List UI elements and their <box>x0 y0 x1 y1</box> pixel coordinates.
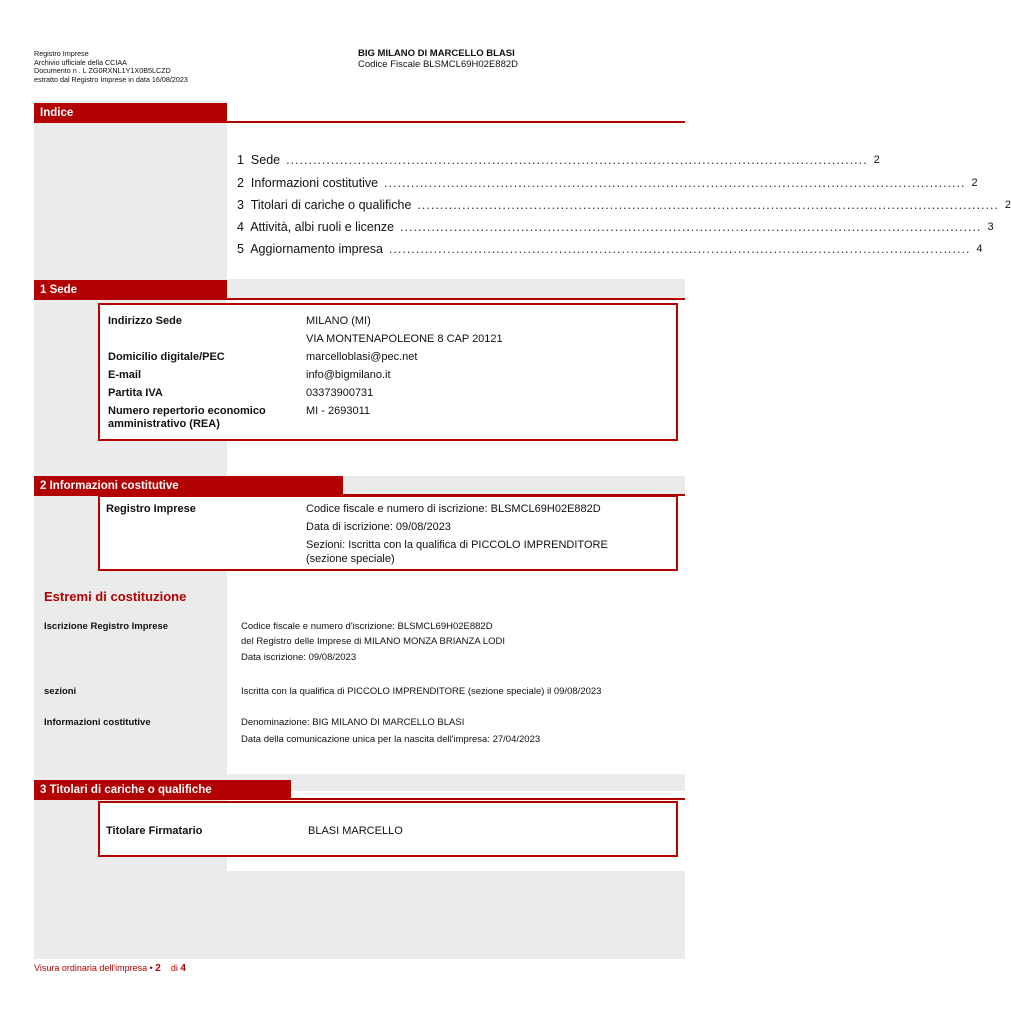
meta-line: estratto dal Registro Imprese in data 16/08/2023 <box>34 74 188 84</box>
toc-item[interactable]: 4 Attività, albi ruoli e licenze .................................................................................................................................. 3 <box>237 220 994 234</box>
iscrizione-line2: del Registro delle Imprese di MILANO MONZA BRIANZA LODI <box>241 636 505 647</box>
iscrizione-line1: Codice fiscale e numero d'iscrizione: BLSMCL69H02E882D <box>241 621 493 632</box>
sede-title: 1 Sede <box>40 284 78 296</box>
sezioni-label: sezioni <box>44 686 77 697</box>
index-title-underline <box>227 121 685 123</box>
footer-page-number: 2 <box>155 963 161 974</box>
info-costitutive-label: Informazioni costitutive <box>44 717 151 728</box>
costitutive-title-bar <box>34 476 343 496</box>
titolari-title: 3 Titolari di cariche o qualifiche <box>40 784 212 796</box>
info-line1: Denominazione: BIG MILANO DI MARCELLO BLASI <box>241 717 465 728</box>
company-name: BIG MILANO DI MARCELLO BLASI <box>358 48 515 59</box>
toc-item[interactable]: 2 Informazioni costitutive .................................................................................................................................. 2 <box>237 176 978 190</box>
rea-label-1: Numero repertorio economico <box>108 405 266 417</box>
index-title-bar <box>34 103 227 123</box>
titolari-title-bar <box>34 780 291 800</box>
index-title: Indice <box>40 107 74 119</box>
sede-title-bar <box>34 280 227 300</box>
sezioni-value: Iscritta con la qualifica di PICCOLO IMPRENDITORE (sezione speciale) il 09/08/2023 <box>241 686 602 697</box>
toc-item[interactable]: 5 Aggiornamento impresa .................................................................................................................................. 4 <box>237 242 983 256</box>
meta-line: Registro Imprese <box>34 49 89 58</box>
registro-label: Registro Imprese <box>106 503 196 515</box>
indirizzo-line1: MILANO (MI) <box>306 315 371 327</box>
info-line2: Data della comunicazione unica per la nascita dell'impresa: 27/04/2023 <box>241 734 541 745</box>
piva-label: Partita IVA <box>108 387 163 399</box>
iscrizione-label: Iscrizione Registro Imprese <box>44 621 169 632</box>
costitutive-title: 2 Informazioni costitutive <box>40 480 179 492</box>
registro-line3: Sezioni: Iscritta con la qualifica di PICCOLO IMPRENDITORE <box>306 539 608 551</box>
document-meta <box>34 50 188 84</box>
piva-value: 03373900731 <box>306 387 374 399</box>
footer-text: Visura ordinaria dell'impresa • <box>34 963 153 973</box>
iscrizione-line3: Data iscrizione: 09/08/2023 <box>241 652 357 663</box>
rea-value: MI - 2693011 <box>306 405 371 417</box>
rea-label-2: amministrativo (REA) <box>108 418 220 430</box>
indirizzo-line2: VIA MONTENAPOLEONE 8 CAP 20121 <box>306 333 503 345</box>
registro-line4: (sezione speciale) <box>306 553 395 565</box>
registro-line2: Data di iscrizione: 09/08/2023 <box>306 521 451 533</box>
titolare-label: Titolare Firmatario <box>106 825 203 837</box>
footer-of: di <box>170 963 178 973</box>
titolare-value: BLASI MARCELLO <box>308 825 403 837</box>
meta-line: Documento n . L ZG0RXNL1Y1X0B5LCZD <box>34 66 171 76</box>
email-label: E-mail <box>108 369 142 381</box>
estremi-title: Estremi di costituzione <box>44 589 187 604</box>
footer-total-pages: 4 <box>180 963 186 974</box>
meta-line: Archivio ufficiale della CCIAA <box>34 57 127 67</box>
pec-value[interactable]: marcelloblasi@pec.net <box>306 351 418 363</box>
page-footer <box>34 963 186 974</box>
email-value[interactable]: info@bigmilano.it <box>306 369 391 381</box>
toc-item[interactable]: 3 Titolari di cariche o qualifiche .................................................................................................................................. 2 <box>237 198 1011 212</box>
sede-title-underline <box>227 298 685 300</box>
titolari-title-underline <box>291 798 685 800</box>
toc-item[interactable]: 1 Sede .................................................................................................................................. 2 <box>237 153 880 167</box>
registro-line1: Codice fiscale e numero di iscrizione: BLSMCL69H02E882D <box>306 503 601 515</box>
company-header <box>358 48 518 70</box>
indirizzo-label: Indirizzo Sede <box>108 315 182 327</box>
pec-label: Domicilio digitale/PEC <box>108 351 225 363</box>
company-fiscal-code: Codice Fiscale BLSMCL69H02E882D <box>358 59 518 70</box>
